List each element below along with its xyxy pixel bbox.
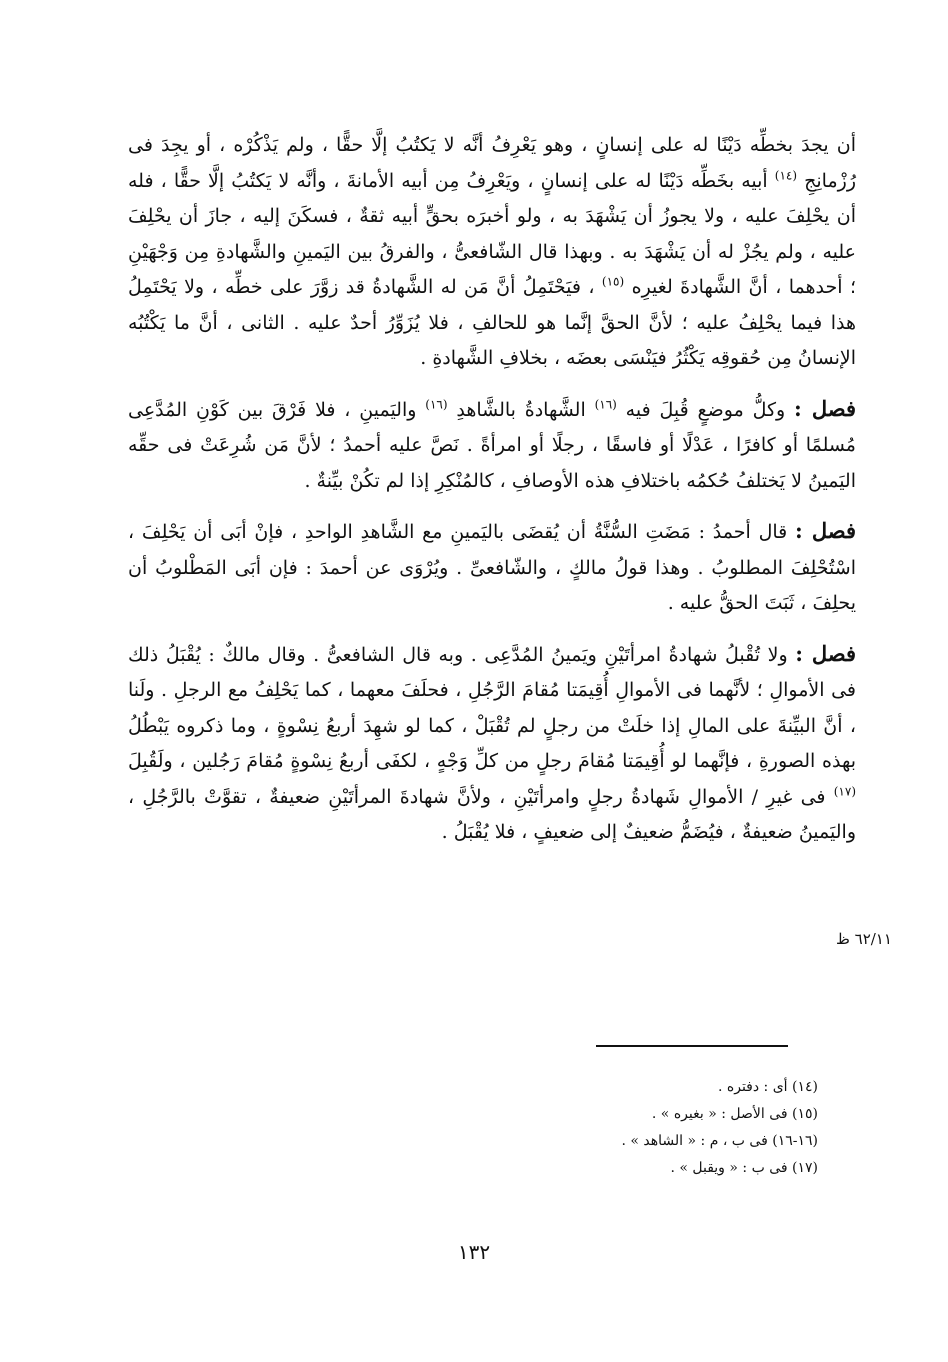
paragraph-text: واليَمينِ ، فلا فَرْقَ بين كَوْنِ المُدَّعِى مُسلمًا أو كافرًا ، عَدْلًا أو فاسقًا ، رجلًا أو امرأةً . نَصَّ عليه أحمدُ ؛ لأنَّ مَن شُرِعَتْ فى حقِّه اليَمينُ لا يَختلفُ حُكمُه باختلافِ هذه الأوصافِ ، كالمُنْكِرِ إذا لم تكُنْ بيِّنةٌ .: [128, 398, 856, 492]
footnote-ref[interactable]: (١٦): [425, 397, 448, 412]
footnote-item: (١٤) أى : دفتره .: [717, 1079, 818, 1095]
section-heading: فصل :: [795, 640, 856, 666]
footnote-ref[interactable]: (١٧): [833, 784, 856, 799]
paragraph-text: ولا تُقْبلُ شهادةُ امرأتَيْنِ ويَمينُ المُدَّعِى . وبه قال الشافعىُّ . وقال مالكٌ : يُقْبَلُ ذلك فى الأموالِ ؛ لأنَّهما فى الأموالِ أُقِيمَتا مُقامَ الرَّجُلِ ، فحلَفَ معهما ، كما يَحْلِفُ مع الرجلِ . ولَنا ، أنَّ البيِّنةَ على المالِ إذا خلَتْ من رجلٍ لم تُقْبَلْ ، كما لو شهِدَ أربعُ نِسْوةٍ ، وما ذكروه يَبْطُلُ بهذه الصورةِ ، فإنَّهما لو أُقِيمَتا مُقامَ رجلٍ من كلِّ وَجْهٍ ، لكفَى أربعُ نِسْوةٍ مُقامَ رَجُلين ، ولَقُبِلَ: [128, 643, 856, 772]
footnote-item: (١٥) فى الأصل : « بغيره » .: [651, 1106, 818, 1122]
paragraph-text: أبيه بخَطِّه دَيْنًا له على إنسانٍ ، ويَعْرِفُ مِن أبيه الأمانةَ ، وأنَّه لا يَكتُبُ إلَّا حقًّا ، فله أن يحْلِفَ عليه ، ولا يجوزُ أن يَشْهَدَ به ، ولو أخبرَه بحقٍّ أبيه ثقةٌ ، فسكَنَ إليه ، جازَ أن يحْلِفَ عليه ، ولم يجُزْ له أن يَشْهَدَ به . وبهذا قال الشّافعىُّ ، والفرقُ بين اليَمينِ والشَّهادةِ مِن وَجْهَيْنِ ؛ أحدهما ، أنَّ الشَّهادةَ لغيرِه: [128, 169, 856, 298]
paragraph-1: [128, 128, 856, 377]
section-heading: فصل :: [794, 395, 857, 421]
footnotes: [398, 1074, 818, 1182]
paragraph-text: فى غيرِ / الأموالِ شَهادةُ رجلٍ وامرأتَيْنِ ، ولأنَّ شهادةَ المرأتَيْنِ ضعيفةٌ ، تقوَّتْ بالرَّجُلِ ، واليَمينُ ضعيفةٌ ، فيُضَمُّ ضعيفٌ إلى ضعيفٍ ، فلا يُقْبَلُ .: [128, 785, 856, 843]
paragraph-text: أن يجدَ بخطِّه دَيْنًا له على إنسانٍ ، وهو يَعْرِفُ أنَّه لا يَكتُبُ إلَّا حقًّا ، ولم يَذْكُرْه ، أو يجِدَ فى رُزْمانِجِ: [128, 134, 856, 192]
paragraph-text: قال أحمدُ : مَضَتِ السُّنَّةُ أن يُقضَى باليَمينِ مع الشَّاهدِ الواحدِ ، فإنْ أبَى أن يَحْلِفَ ، اسْتُحْلِفَ المطلوبُ . وهذا قولُ مالكٍ ، والشّافعىِّ . ويُرْوَى عن أحمدَ : فإن أبَى المَطْلوبُ أن يحلِفَ ، ثَبَتَ الحقُّ عليه .: [128, 521, 856, 614]
manuscript-folio-note: ٦٢/١١ ظ: [836, 930, 892, 948]
paragraph-3: [128, 513, 856, 622]
paragraph-text: الشَّهادةُ بالشَّاهدِ: [456, 398, 586, 421]
paragraph-4: [128, 636, 856, 851]
footnote-divider: [596, 1045, 788, 1047]
section-heading: فصل :: [795, 518, 857, 543]
paragraph-text: وكلُّ موضعٍ قُبِلَ فيه: [625, 398, 786, 421]
footnote-item: (١٦-١٦) فى ب ، م : « الشاهد » .: [621, 1133, 818, 1149]
paragraph-text: ، فيَحْتَمِلُ أنَّ مَن له الشَّهادةُ قد زوَّرَ على خطِّه ، ولا يَحْتَمِلُ هذا فيما يحْلِفُ عليه ؛ لأنَّ الحقَّ إنَّما هو للحالفِ ، فلا يُزَوِّرُ أحدٌ عليه . الثانى ، أنَّ ما يَكْتُبُه الإنسانُ مِن حُقوقِه يَكْثُرُ فيَنْسَى بعضَه ، بخلافِ الشَّهادةِ .: [128, 276, 856, 369]
main-text: [128, 128, 856, 851]
footnote-ref[interactable]: (١٦): [594, 397, 617, 412]
footnote-ref[interactable]: (١٥): [601, 274, 625, 289]
footnote-item: (١٧) فى ب : « ويقبل » .: [670, 1160, 818, 1176]
footnote-ref[interactable]: (١٤): [774, 168, 798, 183]
page-number: ١٣٢: [457, 1240, 491, 1264]
paragraph-2: [128, 391, 856, 500]
